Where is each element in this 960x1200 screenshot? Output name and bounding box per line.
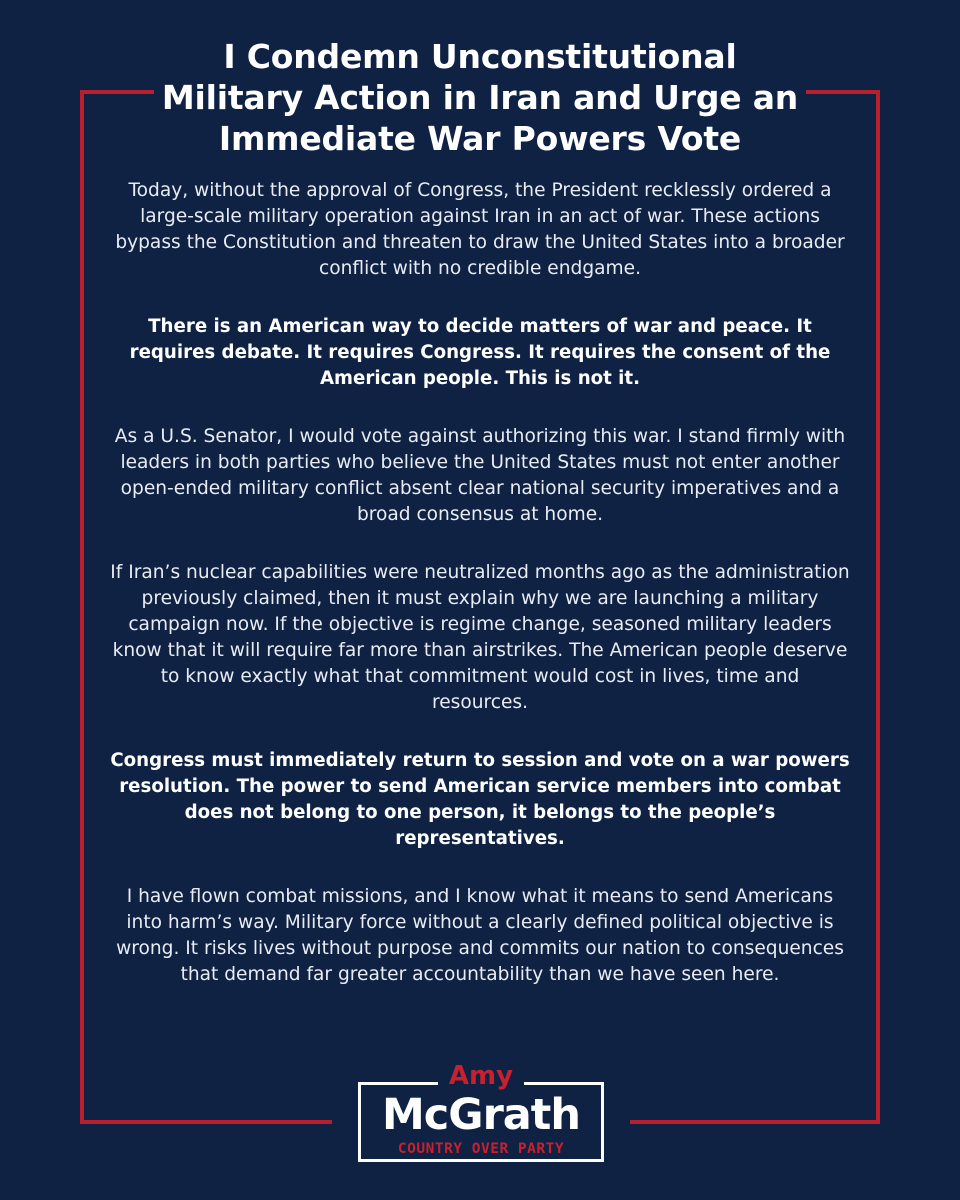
page-title: I Condemn Unconstitutional Military Action in Iran and Urge an Immediate War Powers Vote [161,37,799,158]
paragraph-1: Today, without the approval of Congress, the President recklessly ordered a large-scale military operation against Iran in an act of war. These actions bypass the Constitution and threaten to draw the United States into a broader conflict with no credible endgame. [115,180,845,279]
paragraph-5-emphasis: Congress must immediately return to session and vote on a war powers resolution. The power to send American service members into combat does not belong to one person, it belongs to the people’s representatives. [110,750,850,849]
logo-first-name: Amy [448,1061,514,1091]
logo-tagline: COUNTRY OVER PARTY [397,1141,565,1157]
frame-bottom-left [80,1120,332,1124]
paragraph-6: I have flown combat missions, and I know what it means to send Americans into harm’s way. Military force without a clearly defined political objective is wrong. It risks lives without purpose and commits our nation to consequences that demand far greater accountability than we have seen here. [116,886,844,985]
frame-bottom-right [630,1120,880,1124]
campaign-logo [348,1060,614,1170]
frame-left [80,90,84,1124]
paragraph-3: As a U.S. Senator, I would vote against authorizing this war. I stand firmly with leaders in both parties who believe the United States must not enter another open-ended military conflict absent clear national security imperatives and a broad consensus at home. [114,426,846,525]
statement-body [110,178,850,1020]
paragraph-2-emphasis: There is an American way to decide matters of war and peace. It requires debate. It requires Congress. It requires the consent of the American people. This is not it. [129,316,831,389]
frame-top-left [80,90,154,94]
frame-top-right [806,90,880,94]
logo-last-name: McGrath [382,1090,580,1140]
frame-right [876,90,880,1124]
paragraph-4: If Iran’s nuclear capabilities were neutralized months ago as the administration previously claimed, then it must explain why we are launching a military campaign now. If the objective is regime change, seasoned military leaders know that it will require far more than airstrikes. The American people deserve to know exactly what that commitment would cost in lives, time and resources. [110,562,850,713]
